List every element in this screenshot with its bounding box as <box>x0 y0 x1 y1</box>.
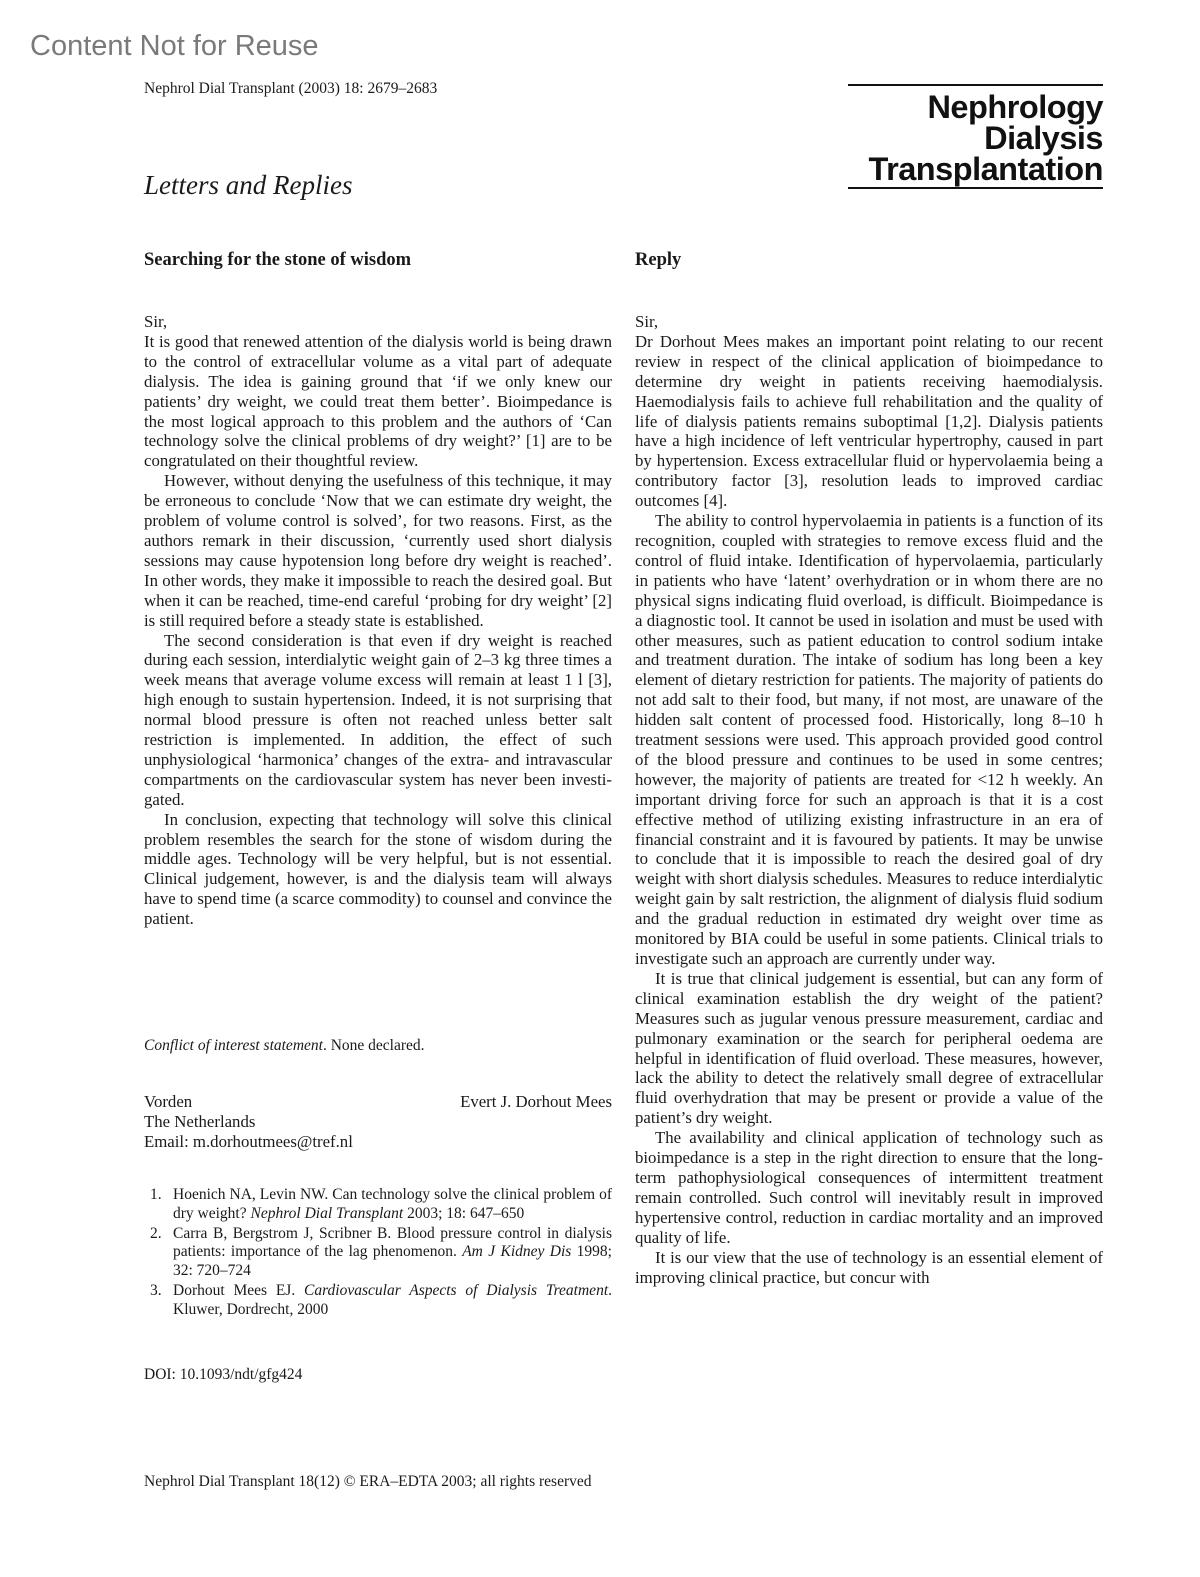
author-name: Evert J. Dorhout Mees <box>460 1092 612 1111</box>
reference-details: . Kluwer, Dordrecht, 2000 <box>173 1281 612 1318</box>
letter-paragraph: However, without denying the usefulness of this technique, it may be erroneous to conclude ‘Now that we can estimate dry weight, the problem of volume control is solved’, for two reasons. First, as the authors remark in their discussion, ‘currently used short dialysis sessions may cause hypotension long before dry weight is reached’. In other words, they make it impossible to reach the desired goal. But when it can be reached, time-end careful ‘probing for dry weight’ [2] is still required before a steady state is established. <box>144 471 612 630</box>
letter-body <box>144 312 612 929</box>
letter-salutation: Sir, <box>144 312 168 331</box>
reply-paragraph: The ability to control hypervolaemia in patients is a function of its recognition, coupled with strategies to remove excess fluid and the control of fluid intake. Identification of hypervolaemia, particularly in patients who have ‘latent’ overhydration or in whom there are no physical signs indicating fluid overload, is difficult. Bioimpedance is a diagnostic tool. It cannot be used in isolation and must be used with other measures, such as patient education to control sodium intake and treatment duration. The intake of sodium has long been a key element of dietary restriction for patients. The majority of patients do not add salt to their food, but many, if not most, are unaware of the hidden salt content of processed food. Historically, long 8–10 h treatment sessions were used. This approach provided good control of the blood pressure and continues to be used in some centres; however, the majority of patients are treated for <12 h weekly. An important driving force for such an approach is that it is a cost effective method of utilizing existing infrastructure in an era of financial constraint and it is favoured by patients. It may be unwise to conclude that it is impossible to reach the desired goal of dry weight with short dialysis schedules. Measures to reduce interdialytic weight gain by salt restriction, the alignment of dialysis fluid sodium and the gradual reduction in estimated dry weight over time as monitored by BIA could be useful in some patients. Clinical trials to investigate such an approach are currently under way. <box>635 511 1103 968</box>
author-address <box>144 1092 612 1152</box>
reply-paragraph: Dr Dorhout Mees makes an important point relating to our recent review in respect of the clinical application of bioimpedance to determine dry weight in patients receiving haemodialysis. Haemodialysis fails to achieve full rehabilitation and the quality of life of dialysis patients remains suboptimal [1,2]. Dialysis patients have a high incidence of left ventricular hypertrophy, caused in part by hypertension. Excess extracellular fluid or hypervolaemia being a contributory factor [3], resolution leads to improved cardiac outcomes [4]. <box>635 331 1103 511</box>
logo-line: Transplantation <box>868 151 1103 187</box>
reference-journal: Am J Kidney Dis <box>462 1243 572 1261</box>
reference-details: 2003; 18: 647–650 <box>403 1204 525 1222</box>
letter-title: Searching for the stone of wisdom <box>144 250 412 270</box>
reply-paragraph: It is our view that the use of technology is an essential element of improving clinical practice, but concur with <box>635 1247 1103 1287</box>
conflict-statement <box>144 1037 612 1055</box>
letter-paragraph: It is good that renewed attention of the dialysis world is being drawn to the control of extracellular volume as a vital part of adequate dialysis. The idea is gaining ground that ‘if we only knew our patients’ dry weight, we could treat them better’. Bioimpedance is the most logical approach to this problem and the authors of ‘Can technology solve the clinical problems of dry weight?’ [1] are to be congratulated on their thoughtful review. <box>144 331 612 471</box>
reply-body <box>635 312 1103 1287</box>
reply-title: Reply <box>635 250 682 270</box>
reference-item <box>144 1225 612 1281</box>
page-footer: Nephrol Dial Transplant 18(12) © ERA–EDTA 2003; all rights reserved <box>144 1473 592 1490</box>
letter-paragraph: In conclusion, expecting that technology will solve this clinical problem resembles the search for the stone of wisdom during the middle ages. Technology will be very helpful, but is not essential. Clinical judgement, however, is and the dialysis team will always have to spend time (a scarce commodity) to counsel and convince the patient. <box>144 809 612 929</box>
conflict-label: Conflict of interest statement <box>144 1037 323 1054</box>
conflict-text: . None declared. <box>322 1037 425 1054</box>
reference-number: 2. <box>150 1224 162 1242</box>
logo-line: Dialysis <box>984 120 1103 156</box>
reference-book-title: Cardiovascular Aspects of Dialysis Treatment <box>304 1281 609 1299</box>
watermark: Content Not for Reuse <box>30 30 319 62</box>
reply-salutation: Sir, <box>635 312 659 331</box>
section-heading: Letters and Replies <box>144 170 353 200</box>
reference-text: Hoenich NA, Levin NW. Can technology solve the clinical problem of dry weight? <box>173 1186 612 1222</box>
reference-number: 3. <box>150 1281 162 1299</box>
address-line: Vorden <box>144 1092 193 1111</box>
journal-citation: Nephrol Dial Transplant (2003) 18: 2679–2683 <box>144 80 438 97</box>
reference-text: Carra B, Bergstrom J, Scribner B. Blood pressure control in dialysis patients: importance of the lag phenomenon. <box>173 1224 612 1261</box>
author-email: Email: m.dorhoutmees@tref.nl <box>144 1132 353 1151</box>
reference-text: Dorhout Mees EJ. <box>173 1281 304 1299</box>
journal-logo <box>848 84 1103 189</box>
reference-journal: Nephrol Dial Transplant <box>250 1204 404 1222</box>
reply-paragraph: The availability and clinical application of technology such as bioimpedance is a step in the right direction to ensure that the long-term pathophysiological consequences of intermittent treatment remain controlled. Such control will inevitably result in improved hypertensive control, reduction in cardiac mortality and an improved quality of life. <box>635 1128 1103 1247</box>
reply-paragraph: It is true that clinical judgement is essential, but can any form of clinical examination establish the dry weight of the patient? Measures such as jugular venous pressure measurement, cardiac and pulmonary examination or the search for peripheral oedema are helpful in identification of fluid overload. These measures, however, lack the ability to detect the relatively small degree of extracellular fluid overhydration that may be present or provide a value of the patient’s dry weight. <box>635 968 1103 1128</box>
address-line: The Netherlands <box>144 1112 256 1131</box>
letter-paragraph: The second consideration is that even if dry weight is reached during each session, interdialytic weight gain of 2–3 kg three times a week means that average volume excess will remain at least 1 l [3], high enough to sustain hypertension. Indeed, it is not surprising that normal blood pressure is often not reached unless better salt restriction is implemented. In addition, the effect of such unphysiological ‘harmonica’ changes of the extra- and intravascular compartments on the cardiovascular system has never been investigated. <box>144 630 612 809</box>
reference-item <box>144 1186 612 1224</box>
logo-line: Nephrology <box>927 89 1103 125</box>
reference-item <box>144 1282 612 1320</box>
reference-list <box>144 1186 612 1321</box>
doi: DOI: 10.1093/ndt/gfg424 <box>144 1366 303 1383</box>
reference-details: 1998; 32: 720–724 <box>173 1243 612 1280</box>
reference-number: 1. <box>150 1186 162 1203</box>
